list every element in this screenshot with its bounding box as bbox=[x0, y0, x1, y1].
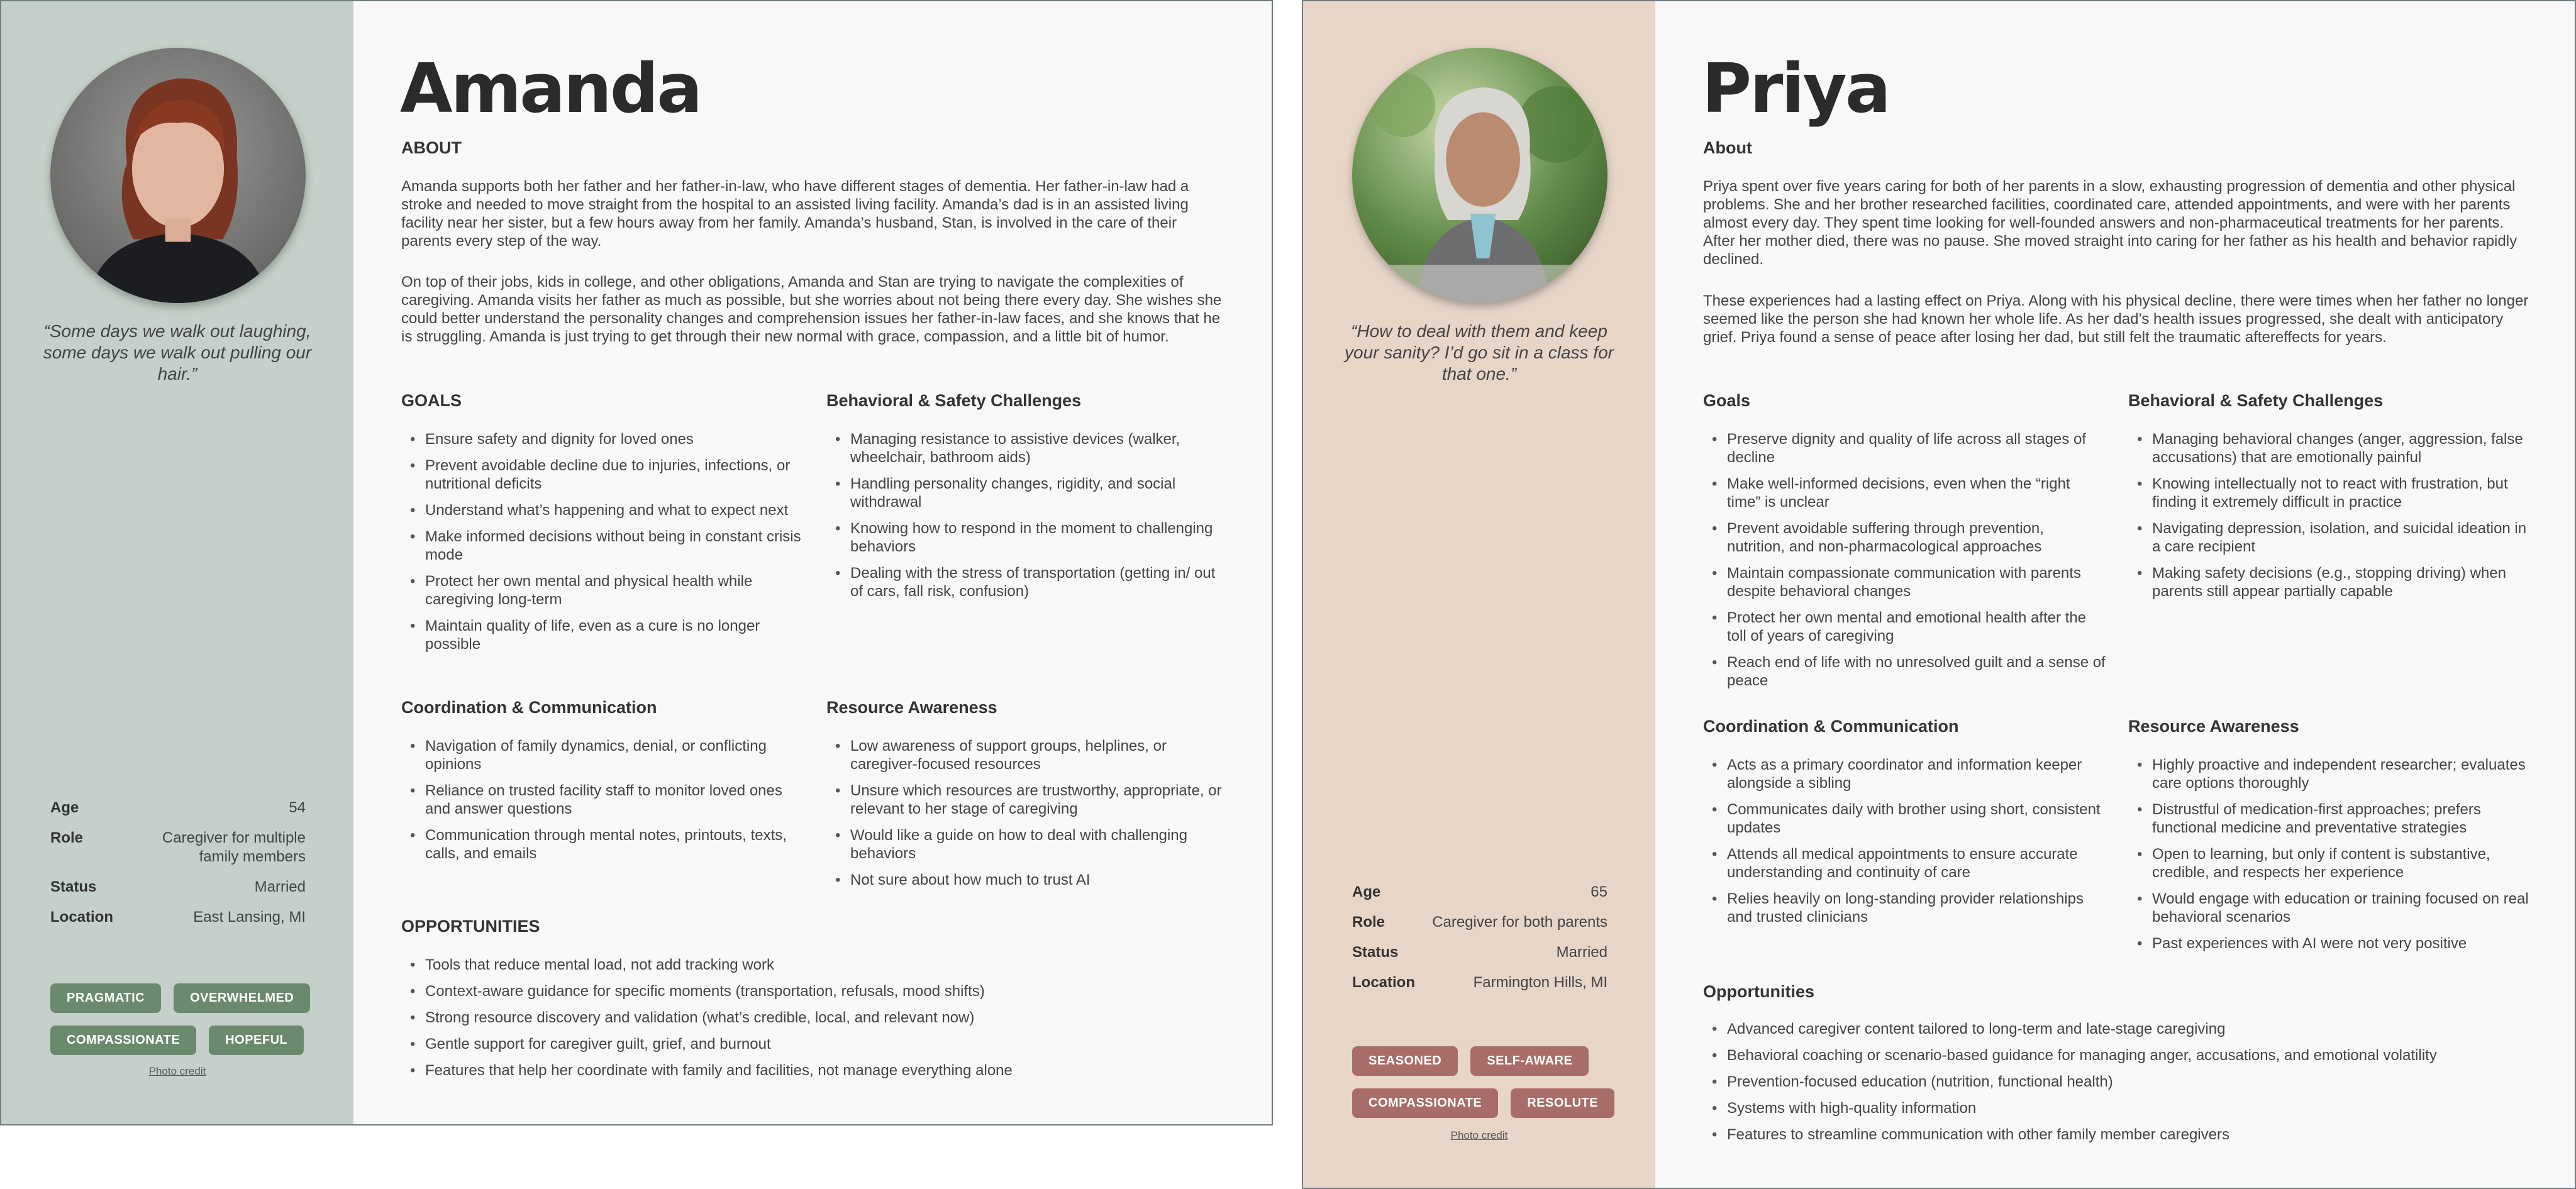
list-item: • Not sure about how much to trust AI bbox=[826, 871, 1229, 889]
list-item: • Navigation of family dynamics, denial, or conflicting opinions bbox=[401, 737, 804, 773]
list-item: • Open to learning, but only if content is substantive, credible, and respects her experience bbox=[2128, 845, 2531, 882]
list-item: • Reach end of life with no unresolved guilt and a sense of peace bbox=[1703, 653, 2106, 690]
list-item: • Advanced caregiver content tailored to long-term and late-stage caregiving bbox=[1703, 1020, 2546, 1038]
fact-value: Married bbox=[1556, 944, 1607, 961]
list-item: • Protect her own mental and physical health while caregiving long-term bbox=[401, 572, 804, 609]
fact-label: Location bbox=[50, 909, 113, 926]
list-item: • Features to streamline communication with other family member caregivers bbox=[1703, 1125, 2546, 1144]
list-item: • Prevent avoidable decline due to injuries, infections, or nutritional deficits bbox=[401, 456, 804, 493]
trait-badge: COMPASSIONATE bbox=[50, 1026, 196, 1055]
behavior-list bbox=[2128, 430, 2531, 609]
list-item: • Communicates daily with brother using short, consistent updates bbox=[1703, 800, 2106, 837]
list-item: • Preserve dignity and quality of life across all stages of decline bbox=[1703, 430, 2106, 467]
persona-quote: “Some days we walk out laughing, some days we walk out pulling our hair.” bbox=[43, 321, 312, 384]
list-item: • Prevention-focused education (nutrition, functional health) bbox=[1703, 1073, 2546, 1091]
list-item: • Prevent avoidable suffering through prevention, nutrition, and non-pharmacological approaches bbox=[1703, 519, 2106, 556]
list-item: • Unsure which resources are trustworthy, appropriate, or relevant to her stage of caregiving bbox=[826, 782, 1229, 818]
persona-card-priya bbox=[1302, 0, 2576, 1189]
goals-list bbox=[401, 430, 804, 661]
fact-value: 54 bbox=[289, 799, 306, 816]
fact-value: 65 bbox=[1591, 883, 1607, 900]
coordination-title: Coordination & Communication bbox=[1703, 717, 1959, 736]
list-item: • Tools that reduce mental load, not add tracking work bbox=[401, 956, 1231, 974]
fact-label: Role bbox=[1352, 914, 1385, 931]
resource-title: Resource Awareness bbox=[826, 698, 997, 717]
behavior-title: Behavioral & Safety Challenges bbox=[2128, 391, 2384, 410]
fact-value: Farmington Hills, MI bbox=[1473, 974, 1607, 991]
about-paragraph: Priya spent over five years caring for both of her parents in a slow, exhausting progression of dementia and other physical problems. She and her brother researched facilities, coordinated care, attended appointments, and were with her parents almost every day. They spent time looking for well-founded answers and non-pharmaceutical treatments for her parents. After her mother died, there was no pause. She moved straight into caring for her father as his health and behavior rapidly declined. bbox=[1703, 178, 2518, 268]
fact-value: Married bbox=[254, 878, 306, 895]
list-item: • Past experiences with AI were not very positive bbox=[2128, 934, 2531, 953]
list-item: • Maintain compassionate communication with parents despite behavioral changes bbox=[1703, 564, 2106, 600]
fact-label: Role bbox=[50, 829, 84, 846]
list-item: • Would like a guide on how to deal with challenging behaviors bbox=[826, 826, 1229, 863]
fact-location bbox=[50, 908, 306, 927]
list-item: • Managing behavioral changes (anger, aggression, false accusations) that are emotionally painful bbox=[2128, 430, 2531, 467]
fact-value: Caregiver for multiple family members bbox=[162, 829, 306, 865]
trait-badge: SEASONED bbox=[1352, 1046, 1458, 1076]
fact-location bbox=[1352, 973, 1607, 992]
trait-badge: SELF-AWARE bbox=[1470, 1046, 1589, 1076]
about-paragraph: On top of their jobs, kids in college, and other obligations, Amanda and Stan are trying to navigate the complexities of caregiving. Amanda visits her father as much as possible, but she worries about not being there every day. She wishes she could better understand the personality changes and comprehension issues her father-in-law faces, and she knows that he is struggling. Amanda is just trying to get through their new normal with grace, compassion, and a little bit of humor. bbox=[401, 274, 1222, 345]
photo-credit-link[interactable]: Photo credit bbox=[148, 1065, 206, 1077]
list-item: • Handling personality changes, rigidity, and social withdrawal bbox=[826, 475, 1229, 511]
list-item: • Ensure safety and dignity for loved ones bbox=[401, 430, 804, 448]
list-item: • Understand what’s happening and what to expect next bbox=[401, 501, 804, 519]
list-item: • Low awareness of support groups, helplines, or caregiver-focused resources bbox=[826, 737, 1229, 773]
persona-card-amanda bbox=[0, 0, 1273, 1125]
list-item: • Acts as a primary coordinator and information keeper alongside a sibling bbox=[1703, 756, 2106, 792]
behavior-title: Behavioral & Safety Challenges bbox=[826, 391, 1082, 410]
fact-label: Location bbox=[1352, 974, 1415, 991]
fact-label: Status bbox=[50, 878, 97, 895]
persona-quote: “How to deal with them and keep your sanity? I’d go sit in a class for that one.” bbox=[1345, 321, 1614, 384]
about-title: ABOUT bbox=[401, 138, 462, 157]
about-title: About bbox=[1703, 138, 1752, 157]
about-paragraph: These experiences had a lasting effect on Priya. Along with his physical decline, there were times when her father no longer seemed like the person she had known her whole life. As her dad’s health issues progressed, she dealt with anticipatory grief. Priya found a sense of peace after losing her dad, but still felt the traumatic aftereffects for years. bbox=[1703, 292, 2529, 346]
trait-badge: RESOLUTE bbox=[1511, 1088, 1614, 1118]
fact-age bbox=[50, 799, 306, 817]
fact-value: East Lansing, MI bbox=[193, 909, 306, 926]
persona-sidebar bbox=[1303, 1, 1655, 1188]
trait-badge: OVERWHELMED bbox=[174, 983, 310, 1013]
trait-badge: HOPEFUL bbox=[209, 1026, 304, 1055]
fact-age bbox=[1352, 883, 1607, 902]
opportunities-list bbox=[1703, 1020, 2546, 1152]
list-item: • Protect her own mental and emotional health after the toll of years of caregiving bbox=[1703, 609, 2106, 645]
persona-facts bbox=[1352, 883, 1607, 1004]
list-item: • Context-aware guidance for specific moments (transportation, refusals, mood shifts) bbox=[401, 982, 1231, 1000]
fact-status bbox=[1352, 943, 1607, 962]
fact-label: Age bbox=[50, 799, 79, 816]
list-item: • Would engage with education or training focused on real behavioral scenarios bbox=[2128, 890, 2531, 926]
persona-badges bbox=[50, 983, 314, 1055]
list-item: • Distrustful of medication-first approaches; prefers functional medicine and preventative strategies bbox=[2128, 800, 2531, 837]
list-item: • Make well-informed decisions, even when the “right time” is unclear bbox=[1703, 475, 2106, 511]
list-item: • Highly proactive and independent researcher; evaluates care options thoroughly bbox=[2128, 756, 2531, 792]
behavior-list bbox=[826, 430, 1229, 609]
persona-photo bbox=[1352, 48, 1607, 303]
fact-value: Caregiver for both parents bbox=[1432, 914, 1607, 931]
list-item: • Knowing how to respond in the moment to challenging behaviors bbox=[826, 519, 1229, 556]
coordination-title: Coordination & Communication bbox=[401, 698, 657, 717]
resource-title: Resource Awareness bbox=[2128, 717, 2299, 736]
list-item: • Behavioral coaching or scenario-based guidance for managing anger, accusations, and emotional volatility bbox=[1703, 1046, 2546, 1065]
list-item: • Knowing intellectually not to react with frustration, but finding it extremely difficult in practice bbox=[2128, 475, 2531, 511]
fact-role bbox=[1352, 913, 1607, 932]
photo-credit-link[interactable]: Photo credit bbox=[1450, 1129, 1508, 1141]
opportunities-title: Opportunities bbox=[1703, 982, 1814, 1001]
resource-list bbox=[2128, 756, 2531, 961]
trait-badge: PRAGMATIC bbox=[50, 983, 161, 1013]
fact-label: Age bbox=[1352, 883, 1381, 900]
list-item: • Gentle support for caregiver guilt, grief, and burnout bbox=[401, 1035, 1231, 1053]
list-item: • Maintain quality of life, even as a cure is no longer possible bbox=[401, 617, 804, 653]
list-item: • Navigating depression, isolation, and suicidal ideation in a care recipient bbox=[2128, 519, 2531, 556]
fact-label: Status bbox=[1352, 944, 1399, 961]
opportunities-list bbox=[401, 956, 1231, 1088]
list-item: • Systems with high-quality information bbox=[1703, 1099, 2546, 1117]
persona-main bbox=[353, 1, 1272, 1124]
coordination-list bbox=[401, 737, 804, 871]
list-item: • Features that help her coordinate with family and facilities, not manage everything alone bbox=[401, 1061, 1231, 1080]
resource-list bbox=[826, 737, 1229, 897]
list-item: • Make informed decisions without being in constant crisis mode bbox=[401, 528, 804, 564]
fact-status bbox=[50, 878, 306, 897]
goals-list bbox=[1703, 430, 2106, 698]
list-item: • Attends all medical appointments to ensure accurate understanding and continuity of care bbox=[1703, 845, 2106, 882]
goals-title: GOALS bbox=[401, 391, 462, 410]
persona-photo bbox=[50, 48, 306, 303]
about-paragraph: Amanda supports both her father and her father-in-law, who have different stages of dementia. Her father-in-law had a stroke and needed to move straight from the hospital to an assisted living facility. Amanda’s dad is in an assisted living facility near her sister, but a few hours away from her family. Amanda’s husband, Stan, is involved in the care of their parents every step of the way. bbox=[401, 178, 1189, 250]
persona-name: Priya bbox=[1702, 50, 1889, 128]
coordination-list bbox=[1703, 756, 2106, 934]
persona-badges bbox=[1352, 1046, 1616, 1118]
list-item: • Reliance on trusted facility staff to monitor loved ones and answer questions bbox=[401, 782, 804, 818]
list-item: • Managing resistance to assistive devices (walker, wheelchair, bathroom aids) bbox=[826, 430, 1229, 467]
goals-title: Goals bbox=[1703, 391, 1751, 410]
list-item: • Relies heavily on long-standing provider relationships and trusted clinicians bbox=[1703, 890, 2106, 926]
fact-role bbox=[50, 829, 306, 866]
persona-facts bbox=[50, 799, 306, 938]
list-item: • Strong resource discovery and validation (what’s credible, local, and relevant now) bbox=[401, 1009, 1231, 1027]
persona-name: Amanda bbox=[400, 50, 701, 128]
trait-badge: COMPASSIONATE bbox=[1352, 1088, 1498, 1118]
list-item: • Dealing with the stress of transportation (getting in/ out of cars, fall risk, confusion) bbox=[826, 564, 1229, 600]
persona-main bbox=[1655, 1, 2575, 1188]
persona-sidebar bbox=[1, 1, 353, 1124]
list-item: • Making safety decisions (e.g., stopping driving) when parents still appear partially capable bbox=[2128, 564, 2531, 600]
opportunities-title: OPPORTUNITIES bbox=[401, 917, 540, 936]
list-item: • Communication through mental notes, printouts, texts, calls, and emails bbox=[401, 826, 804, 863]
